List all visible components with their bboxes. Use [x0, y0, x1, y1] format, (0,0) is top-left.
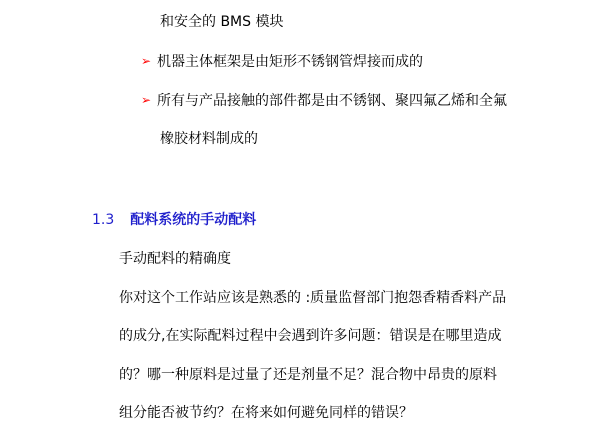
bullet-item-frame [141, 52, 423, 71]
section-number: 1.3 [92, 212, 115, 228]
section-title: 配料系统的手动配料 [130, 212, 257, 228]
paragraph-line: 组分能否被节约？在将来如何避免同样的错误？ [119, 405, 413, 421]
paragraph-line: 的？哪一种原料是过量了还是剂量不足？混合物中昂贵的原料 [119, 367, 497, 383]
bullet-continuation-line: 橡胶材料制成的 [160, 131, 258, 147]
arrow-bullet-icon: ➢ [141, 93, 152, 107]
paragraph-line: 的成分,在实际配料过程中会遇到许多问题：错误是在哪里造成 [119, 328, 502, 344]
bullet-text: 所有与产品接触的部件都是由不锈钢、聚四氟乙烯和全氟 [157, 93, 507, 109]
bullet-text: 机器主体框架是由矩形不锈钢管焊接而成的 [157, 54, 423, 70]
continuation-line: 和安全的 BMS 模块 [160, 14, 284, 30]
bullet-item-materials [141, 91, 507, 110]
arrow-bullet-icon: ➢ [141, 54, 152, 68]
paragraph-line: 你对这个工作站应该是熟悉的 :质量监督部门抱怨香精香料产品 [119, 290, 507, 306]
paragraph-line: 手动配料的精确度 [119, 251, 231, 267]
section-heading [92, 211, 256, 229]
